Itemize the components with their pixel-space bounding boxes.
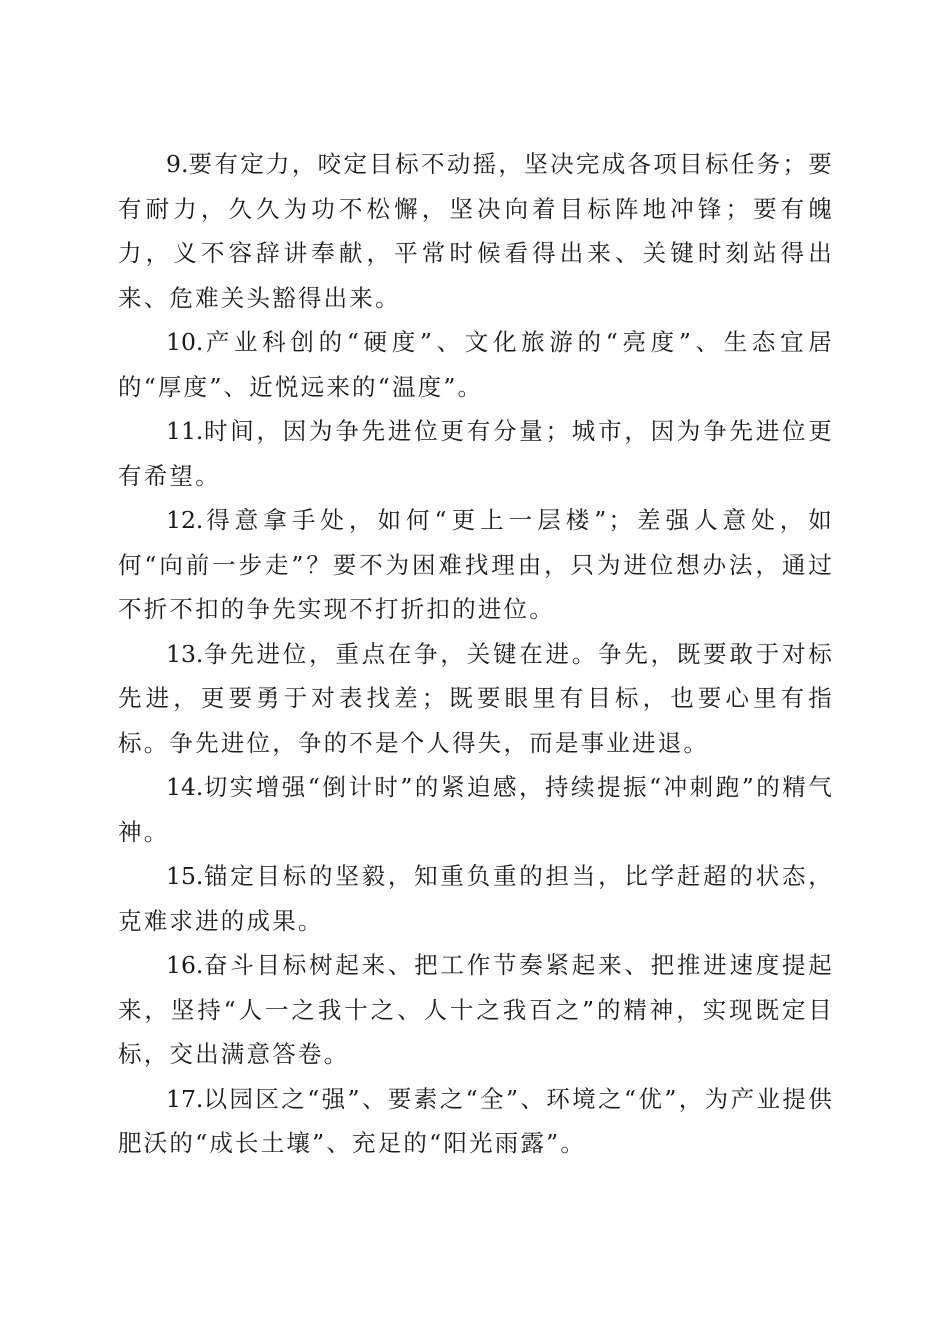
- paragraph-14: [118, 765, 834, 854]
- paragraph-text: 奋斗目标树起来、把工作节奏紧起来、把推进速度提起来，坚持“人一之我十之、人十之我百之”的精神，实现既定目标，交出满意答卷。: [118, 951, 834, 1068]
- paragraph-text: 要有定力，咬定目标不动摇，坚决完成各项目标任务；要有耐力，久久为功不松懈，坚决向着目标阵地冲锋；要有魄力，义不容辞讲奉献，平常时候看得出来、关键时刻站得出来、危难关头豁得出来。: [118, 150, 834, 312]
- paragraph-number: 9.: [166, 150, 189, 178]
- paragraph-text: 得意拿手处，如何“更上一层楼”；差强人意处，如何“向前一步走”？要不为困难找理由，只为进位想办法，通过不折不扣的争先实现不打折扣的进位。: [118, 506, 834, 623]
- paragraph-number: 14.: [166, 773, 204, 801]
- paragraph-text: 以园区之“强”、要素之“全”、环境之“优”，为产业提供肥沃的“成长土壤”、充足的“阳光雨露”。: [118, 1084, 834, 1157]
- paragraph-16: [118, 943, 834, 1077]
- paragraph-number: 15.: [166, 862, 204, 890]
- paragraph-number: 12.: [166, 506, 204, 534]
- paragraph-text: 切实增强“倒计时”的紧迫感，持续提振“冲刺跑”的精气神。: [118, 773, 834, 846]
- paragraph-17: [118, 1077, 834, 1166]
- paragraph-10: [118, 320, 834, 409]
- paragraph-number: 17.: [166, 1084, 204, 1113]
- paragraph-13: [118, 632, 834, 766]
- paragraph-text: 争先进位，重点在争，关键在进。争先，既要敢于对标先进，更要勇于对表找差；既要眼里有目标，也要心里有指标。争先进位，争的不是个人得失，而是事业进退。: [118, 639, 834, 757]
- paragraph-number: 13.: [166, 639, 204, 668]
- paragraph-text: 锚定目标的坚毅，知重负重的担当，比学赶超的状态，克难求进的成果。: [118, 862, 834, 935]
- document-body: [118, 142, 834, 1166]
- paragraph-text: 时间，因为争先进位更有分量；城市，因为争先进位更有希望。: [118, 417, 834, 490]
- paragraph-number: 11.: [166, 417, 204, 445]
- paragraph-number: 16.: [166, 951, 204, 979]
- paragraph-15: [118, 854, 834, 943]
- paragraph-text: 产业科创的“硬度”、文化旅游的“亮度”、生态宜居的“厚度”、近悦远来的“温度”。: [118, 328, 834, 401]
- paragraph-9: [118, 142, 834, 320]
- paragraph-number: 10.: [166, 328, 204, 356]
- paragraph-12: [118, 498, 834, 632]
- paragraph-11: [118, 409, 834, 498]
